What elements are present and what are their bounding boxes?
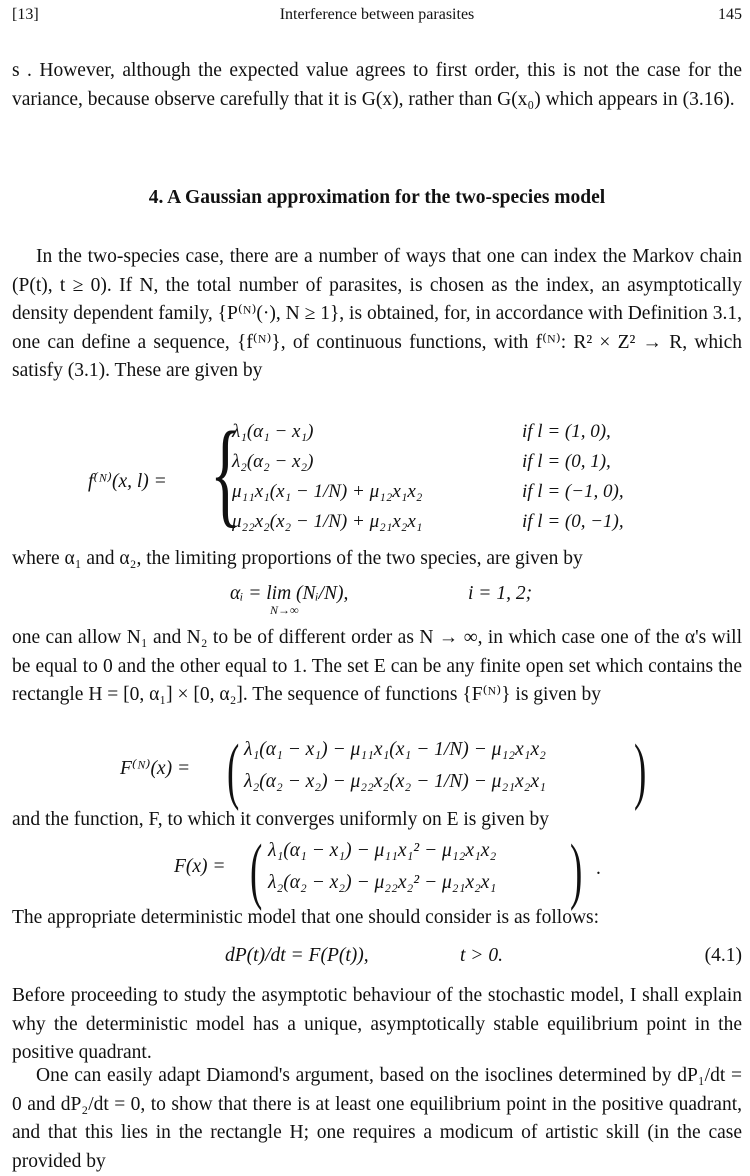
FN-row-2: λ₂(α₂ − x₂) − μ₂₂x₂(x₂ − 1/N) − μ₂₁x₂x₁	[244, 771, 546, 792]
F-period: .	[596, 858, 601, 879]
running-header	[12, 6, 742, 30]
paragraph-5: and the function, F, to which it converges uniformly on E is given by	[12, 809, 549, 830]
chapter-ref: [13]	[12, 6, 39, 23]
case-expr: μ₁₁x₁(x₁ − 1/N) + μ₁₂x₁x₂	[232, 481, 423, 502]
case-expr: λ₂(α₂ − x₂)	[232, 451, 314, 472]
F-lhs: F(x) =	[174, 856, 226, 877]
alpha-index-range: i = 1, 2;	[468, 583, 533, 604]
section-title: 4. A Gaussian approximation for the two-species model	[148, 187, 606, 208]
equation-number: (4.1)	[704, 945, 742, 966]
left-paren: (	[250, 830, 263, 912]
F-row-1: λ₁(α₁ − x₁) − μ₁₁x₁² − μ₁₂x₁x₂	[268, 840, 497, 861]
paragraph-8: One can easily adapt Diamond's argument, based on the isoclines determined by dP₁/dt = 0 and dP₂/dt = 0, to show that there is at least one equilibrium point in the positive quadrant, and that this lies in the rectangle H; one requires a modicum of artistic skill (in the case provided by	[12, 1065, 742, 1172]
case-row	[232, 417, 692, 447]
case-row	[232, 507, 692, 537]
alpha-equation: αᵢ = lim (Nᵢ/N),	[230, 583, 349, 604]
paragraph-6: The appropriate deterministic model that one should consider is as follows:	[12, 907, 600, 928]
right-paren: )	[634, 730, 647, 812]
f-lhs: f⁽ᴺ⁾(x, l) =	[88, 471, 167, 492]
deterministic-equation: dP(t)/dt = F(P(t)),	[225, 945, 369, 966]
left-paren: (	[227, 730, 240, 812]
paragraph-4: one can allow N₁ and N₂ to be of different order as N → ∞, in which case one of the α's will be equal to 0 and the other equal to 1. The set E can be any finite open set which contains the rectangle H = [0, α₁] × [0, α₂]. The sequence of functions {F⁽ᴺ⁾} is given by	[12, 627, 742, 706]
case-cond: if l = (−1, 0),	[522, 481, 624, 502]
page-number: 145	[718, 6, 742, 23]
FN-row-1: λ₁(α₁ − x₁) − μ₁₁x₁(x₁ − 1/N) − μ₁₂x₁x₂	[244, 739, 546, 760]
paragraph-3: where α₁ and α₂, the limiting proportions of the two species, are given by	[12, 548, 583, 569]
right-paren: )	[570, 830, 583, 912]
case-row	[232, 447, 692, 477]
case-cond: if l = (0, −1),	[522, 511, 624, 532]
paragraph-2: In the two-species case, there are a number of ways that one can index the Markov chain (P(t), t ≥ 0). If N, the total number of parasites, is chosen as the index, an asymptotically density dependent family, {P⁽ᴺ⁾(·), N ≥ 1}, is obtained, for, in accordance with Definition 3.1, one can define a sequence, {f⁽ᴺ⁾}, of continuous functions, with f⁽ᴺ⁾: R² × Z² → R, which satisfy (3.1). These are given by	[12, 246, 742, 382]
deterministic-condition: t > 0.	[460, 945, 503, 966]
case-cond: if l = (0, 1),	[522, 451, 611, 472]
paragraph-7: Before proceeding to study the asymptotic behaviour of the stochastic model, I shall explain why the deterministic model has a unique, asymptotically stable equilibrium point in the positive quadrant.	[12, 985, 742, 1064]
running-title: Interference between parasites	[279, 6, 475, 23]
case-cond: if l = (1, 0),	[522, 421, 611, 442]
page	[12, 0, 742, 1170]
cases-block	[232, 417, 692, 537]
case-expr: μ₂₂x₂(x₂ − 1/N) + μ₂₁x₂x₁	[232, 511, 423, 532]
F-row-2: λ₂(α₂ − x₂) − μ₂₂x₂² − μ₂₁x₂x₁	[268, 872, 497, 893]
FN-lhs: F⁽ᴺ⁾(x) =	[120, 758, 191, 779]
paragraph-1: s . However, although the expected value agrees to first order, this is not the case for the variance, because observe carefully that it is G(x), rather than G(x₀) which appears in (3.16).	[12, 60, 742, 110]
case-row	[232, 477, 692, 507]
case-expr: λ₁(α₁ − x₁)	[232, 421, 314, 442]
left-brace: {	[210, 407, 242, 538]
limit-subscript: N→∞	[270, 603, 299, 617]
